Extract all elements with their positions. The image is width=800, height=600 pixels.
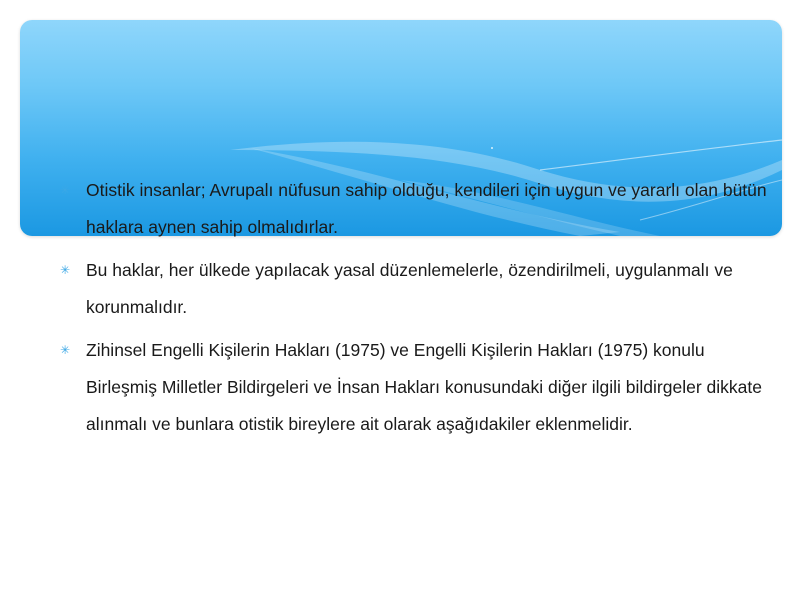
bullet-text: Zihinsel Engelli Kişilerin Hakları (1975) ve Engelli Kişilerin Hakları (1975) konulu Birleşmiş Milletler Bildirgeleri ve İnsan Hakları konusundaki diğer ilgili bildirgeler dikkate alınmalı ve bunlara otistik bireylere ait olarak aşağıdakiler eklenmelidir. bbox=[86, 340, 762, 434]
asterisk-bullet-icon: ✳ bbox=[60, 183, 71, 197]
bullet-list bbox=[60, 172, 770, 449]
asterisk-bullet-icon: ✳ bbox=[60, 263, 71, 277]
bullet-text: Otistik insanlar; Avrupalı nüfusun sahip olduğu, kendileri için uygun ve yararlı olan bütün haklara aynen sahip olmalıdırlar. bbox=[86, 180, 767, 237]
bullet-item bbox=[60, 332, 770, 443]
asterisk-bullet-icon: ✳ bbox=[60, 343, 71, 357]
bullet-text: Bu haklar, her ülkede yapılacak yasal düzenlemelerle, özendirilmeli, uygulanmalı ve korunmalıdır. bbox=[86, 260, 733, 317]
bullet-item bbox=[60, 252, 770, 326]
bullet-item bbox=[60, 172, 770, 246]
